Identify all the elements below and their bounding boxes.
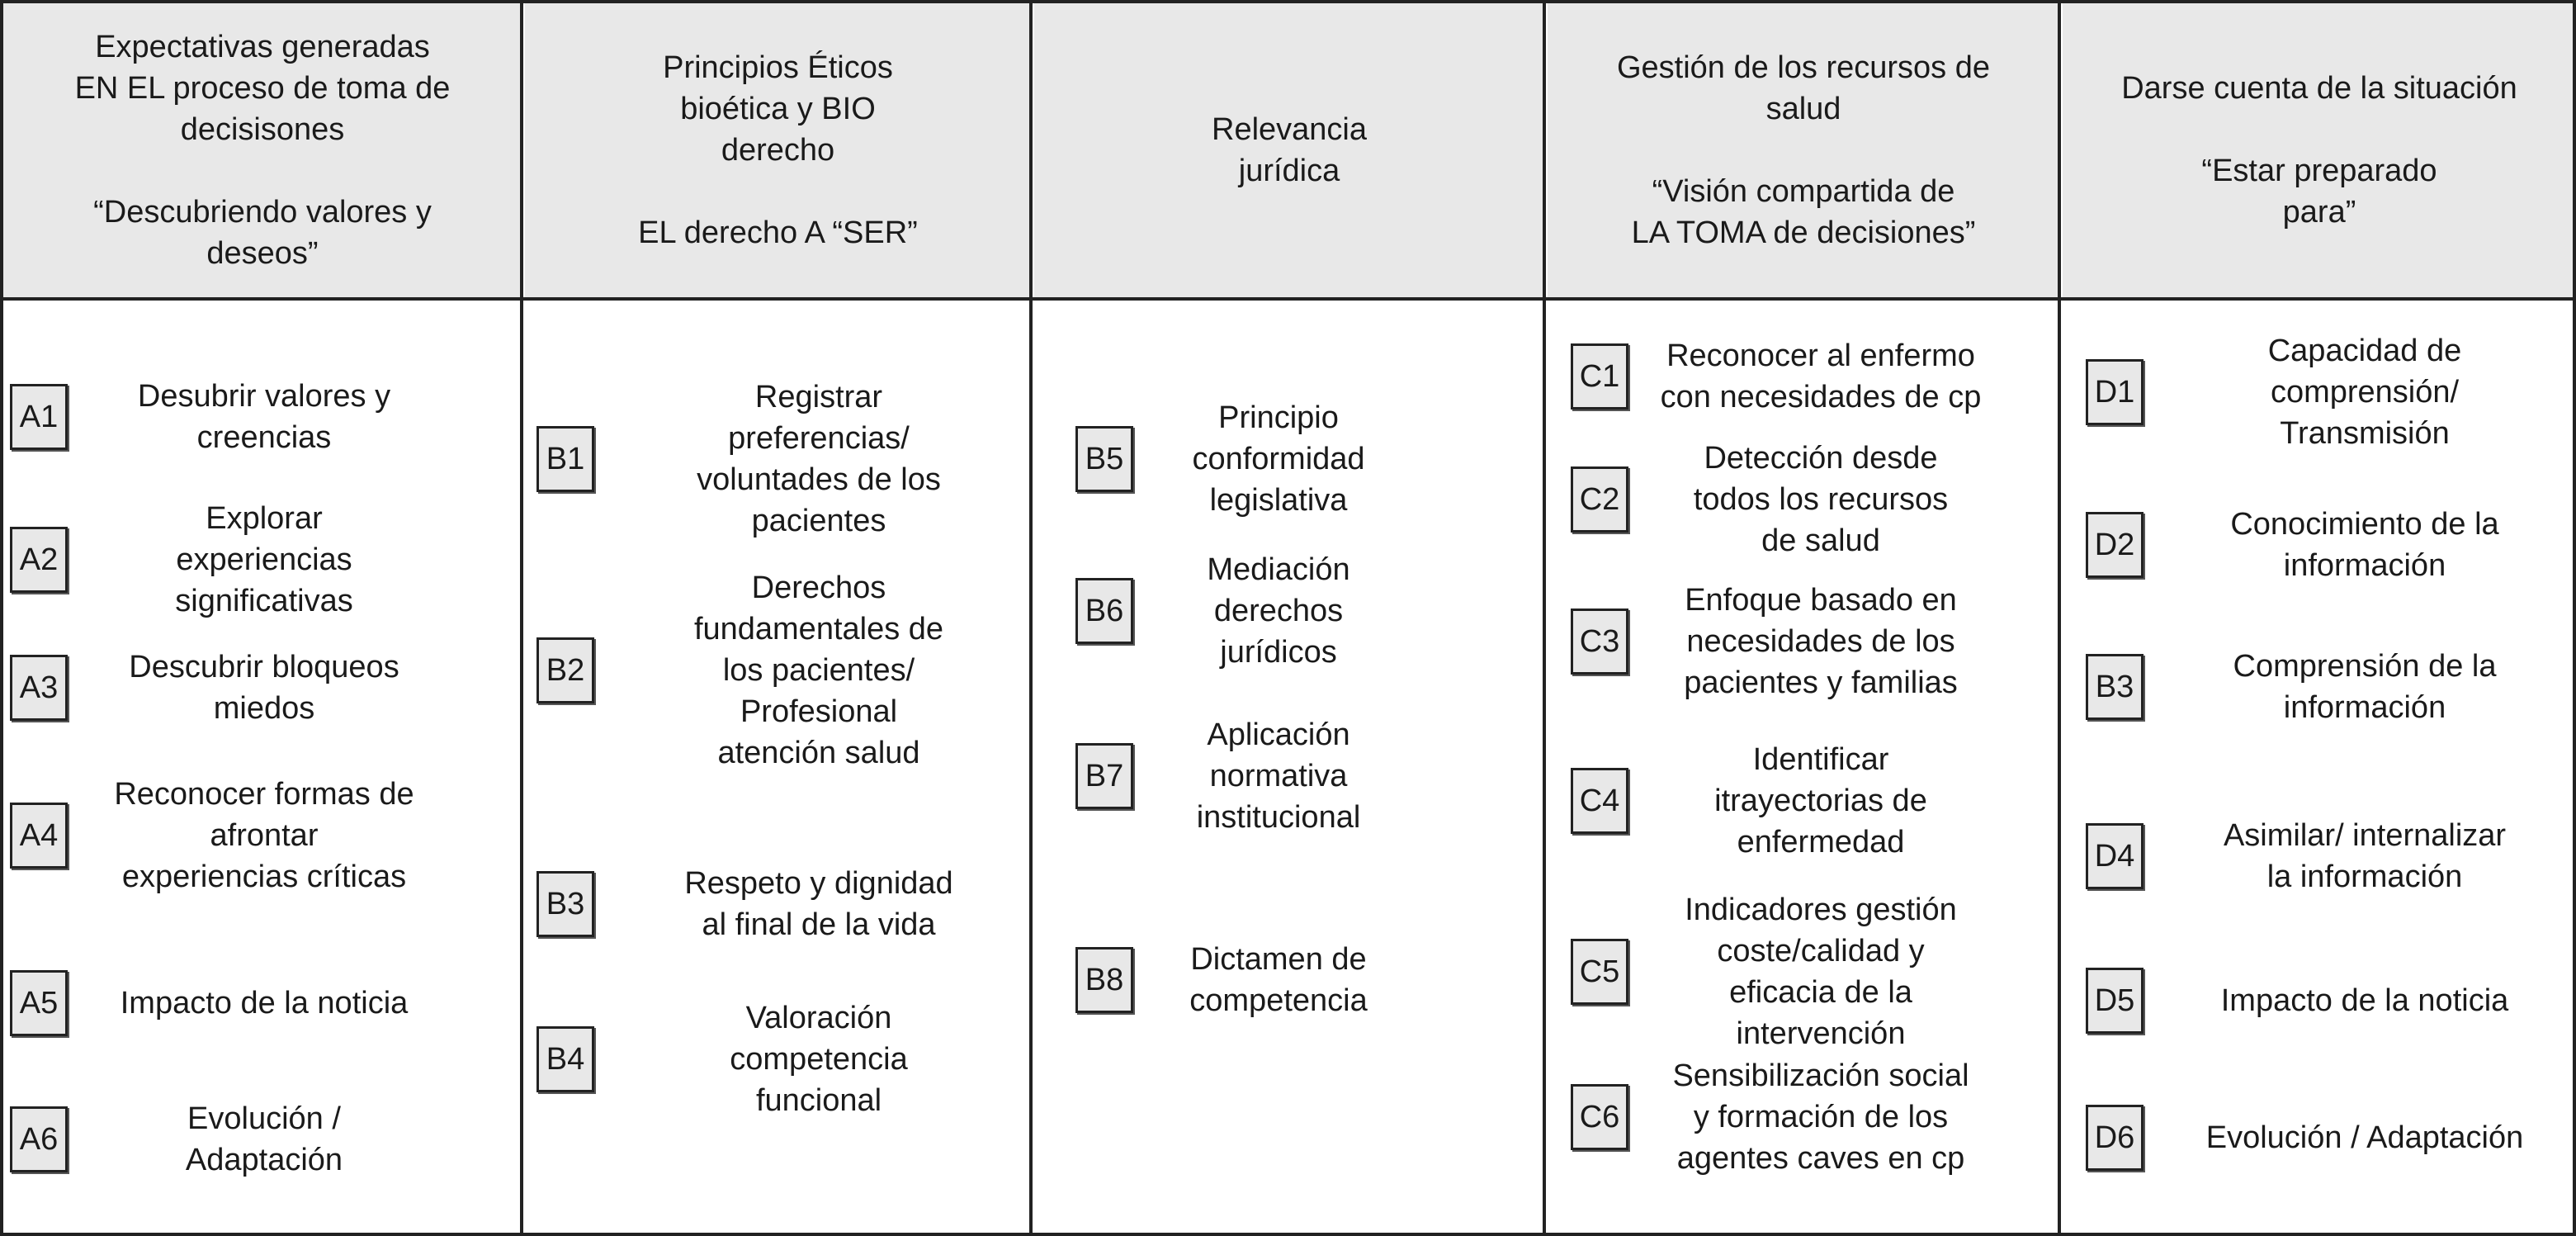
item-label-line: Evolución / Adaptación xyxy=(2205,1120,2524,1155)
item-label xyxy=(83,1098,446,1181)
item-label-line: intervención xyxy=(1736,1016,1906,1051)
item-code-box: C2 xyxy=(1571,466,1628,533)
item-code-box: A6 xyxy=(10,1106,68,1172)
item-label-line: Evolución / xyxy=(187,1101,341,1136)
header-line: bioética y BIO xyxy=(680,92,876,126)
header-line: EL derecho A “SER” xyxy=(638,215,918,250)
item-label xyxy=(1635,335,2006,418)
item-code-box: C1 xyxy=(1571,343,1628,410)
row-divider xyxy=(0,297,2576,301)
item-label-line: Impacto de la noticia xyxy=(2220,983,2509,1018)
column-header-b xyxy=(525,3,1031,297)
item-label-line: Registrar xyxy=(754,380,883,414)
column-header-a xyxy=(3,3,522,297)
row-divider xyxy=(0,0,2576,3)
header-line: LA TOMA de decisiones” xyxy=(1631,215,1976,250)
item-label-line: legislativa xyxy=(1209,483,1348,518)
item-label xyxy=(2167,980,2563,1021)
header-line: salud xyxy=(1765,92,1841,126)
item-label-line: Valoración xyxy=(745,1001,892,1035)
item-label-line: experiencias críticas xyxy=(121,860,407,894)
item-label xyxy=(83,498,446,622)
item-label-line: con necesidades de cp xyxy=(1660,380,1982,414)
column-divider xyxy=(2573,0,2576,1236)
item-label xyxy=(83,646,446,729)
item-label-line: experiencias xyxy=(176,542,352,577)
column-divider xyxy=(0,0,3,1236)
item-label-line: Impacto de la noticia xyxy=(120,986,409,1021)
item-label xyxy=(2167,815,2563,897)
item-code-box: B5 xyxy=(1075,426,1133,492)
item-label-line: Aplicación xyxy=(1207,717,1350,752)
item-code-box: C6 xyxy=(1571,1084,1628,1150)
item-label xyxy=(2167,646,2563,728)
item-label-line: los pacientes/ xyxy=(722,653,915,688)
item-label xyxy=(83,983,446,1024)
item-label-line: la información xyxy=(2266,860,2463,894)
item-label-line: Profesional xyxy=(740,694,898,729)
column-header-r xyxy=(1034,3,1544,297)
item-code-box: D1 xyxy=(2086,359,2144,425)
item-label-line: al final de la vida xyxy=(702,907,936,942)
header-line: Relevancia xyxy=(1212,112,1367,147)
item-label xyxy=(1635,889,2006,1054)
header-line: derecho xyxy=(721,133,835,168)
item-code-box: B3 xyxy=(2086,654,2144,720)
item-label-line: de salud xyxy=(1761,523,1880,558)
item-label xyxy=(629,376,1009,542)
item-label xyxy=(1155,714,1402,838)
item-label-line: Dictamen de xyxy=(1190,942,1367,977)
item-code-box: A5 xyxy=(10,970,68,1036)
item-label xyxy=(1635,438,2006,561)
header-line: “Visión compartida de xyxy=(1652,174,1955,209)
item-code-box: A2 xyxy=(10,527,68,593)
item-label xyxy=(2167,1117,2563,1158)
item-label-line: voluntades de los xyxy=(697,462,941,497)
header-line: EN EL proceso de toma de xyxy=(74,71,451,106)
item-code-box: B8 xyxy=(1075,947,1133,1013)
column-divider xyxy=(520,0,523,1236)
row-divider xyxy=(0,1233,2576,1236)
item-label-line: y formación de los xyxy=(1693,1100,1949,1134)
column-divider xyxy=(1543,0,1546,1236)
item-label xyxy=(1635,580,2006,703)
header-line: Darse cuenta de la situación xyxy=(2121,71,2517,106)
item-label xyxy=(1155,397,1402,521)
item-code-box: D6 xyxy=(2086,1105,2144,1171)
item-label-line: Comprensión de la xyxy=(2233,649,2497,684)
item-label-line: preferencias/ xyxy=(728,421,910,456)
header-line: Expectativas generadas xyxy=(95,30,430,64)
column-header-c xyxy=(1548,3,2059,297)
item-label-line: fundamentales de xyxy=(693,612,944,646)
item-label xyxy=(83,376,446,458)
item-label-line: pacientes y familias xyxy=(1684,665,1958,700)
item-code-box: A3 xyxy=(10,655,68,721)
item-code-box: B7 xyxy=(1075,743,1133,809)
item-label-line: competencia xyxy=(730,1042,908,1077)
header-line: Gestión de los recursos de xyxy=(1616,50,1990,85)
item-label xyxy=(83,774,446,897)
item-label-line: agentes caves en cp xyxy=(1676,1141,1965,1176)
item-label xyxy=(1635,1055,2006,1179)
item-code-box: C5 xyxy=(1571,939,1628,1005)
item-label-line: Desubrir valores y xyxy=(137,379,391,414)
item-label xyxy=(1635,739,2006,863)
item-label xyxy=(2167,330,2563,454)
item-label-line: comprensión/ xyxy=(2270,375,2460,410)
header-line: “Descubriendo valores y xyxy=(93,195,432,230)
item-label-line: itrayectorias de xyxy=(1714,784,1927,818)
item-label-line: enfermedad xyxy=(1737,825,1905,860)
item-label-line: afrontar xyxy=(210,818,319,853)
item-label-line: funcional xyxy=(755,1083,882,1118)
item-code-box: B2 xyxy=(536,637,594,703)
column-header-d xyxy=(2063,3,2576,297)
item-label-line: Indicadores gestión xyxy=(1685,893,1957,927)
item-label-line: derechos xyxy=(1213,594,1344,628)
item-label-line: normativa xyxy=(1209,759,1348,793)
item-code-box: B6 xyxy=(1075,578,1133,644)
item-label xyxy=(629,997,1009,1121)
item-label-line: Adaptación xyxy=(185,1143,343,1177)
item-label-line: Detección desde xyxy=(1704,441,1938,476)
item-label-line: necesidades de los xyxy=(1686,624,1955,659)
item-code-box: A1 xyxy=(10,384,68,450)
item-label-line: atención salud xyxy=(717,736,920,770)
item-label-line: Asimilar/ internalizar xyxy=(2223,818,2507,853)
item-label-line: Descubrir bloqueos xyxy=(129,650,399,684)
column-divider xyxy=(1029,0,1033,1236)
item-label-line: Sensibilización social xyxy=(1672,1058,1969,1093)
item-label-line: eficacia de la xyxy=(1729,975,1912,1010)
item-code-box: A4 xyxy=(10,803,68,869)
item-label-line: Transmisión xyxy=(2280,416,2450,451)
item-label-line: Conocimiento de la xyxy=(2230,507,2499,542)
item-label-line: Principio xyxy=(1218,400,1339,435)
item-label-line: Derechos xyxy=(751,571,886,605)
item-code-box: C3 xyxy=(1571,609,1628,675)
header-line: decisisones xyxy=(180,112,345,147)
item-label xyxy=(629,567,1009,774)
item-label-line: conformidad xyxy=(1192,442,1365,476)
item-code-box: B3 xyxy=(536,871,594,937)
item-label-line: creencias xyxy=(196,420,332,455)
item-code-box: D2 xyxy=(2086,512,2144,578)
item-code-box: C4 xyxy=(1571,768,1628,834)
item-code-box: D5 xyxy=(2086,968,2144,1034)
item-label-line: Enfoque basado en xyxy=(1685,583,1957,618)
header-line: jurídica xyxy=(1238,154,1340,188)
item-label-line: información xyxy=(2283,548,2446,583)
item-label-line: pacientes xyxy=(751,504,886,538)
item-label-line: Reconocer al enfermo xyxy=(1666,339,1975,373)
item-label-line: información xyxy=(2283,690,2446,725)
item-label-line: miedos xyxy=(213,691,315,726)
item-label-line: Identificar xyxy=(1752,742,1889,777)
header-line: “Estar preparado xyxy=(2201,154,2437,188)
item-label-line: significativas xyxy=(175,584,353,618)
item-code-box: B1 xyxy=(536,426,594,492)
item-label-line: institucional xyxy=(1196,800,1361,835)
header-line: Principios Éticos xyxy=(663,50,893,85)
item-label-line: coste/calidad y xyxy=(1717,934,1925,968)
item-label-line: competencia xyxy=(1189,983,1368,1018)
item-label-line: todos los recursos xyxy=(1693,482,1949,517)
item-label-line: Explorar xyxy=(206,501,323,536)
item-label-line: Reconocer formas de xyxy=(114,777,414,812)
item-label-line: Capacidad de xyxy=(2267,334,2462,368)
header-line: deseos” xyxy=(206,236,319,271)
item-label-line: jurídicos xyxy=(1220,635,1337,670)
item-code-box: D4 xyxy=(2086,823,2144,889)
column-divider xyxy=(2058,0,2061,1236)
item-code-box: B4 xyxy=(536,1026,594,1092)
item-label-line: Respeto y dignidad xyxy=(684,866,953,901)
item-label xyxy=(629,863,1009,945)
header-line: para” xyxy=(2282,195,2356,230)
item-label xyxy=(1155,549,1402,673)
item-label xyxy=(2167,504,2563,586)
item-label xyxy=(1155,939,1402,1021)
item-label-line: Mediación xyxy=(1207,552,1350,587)
